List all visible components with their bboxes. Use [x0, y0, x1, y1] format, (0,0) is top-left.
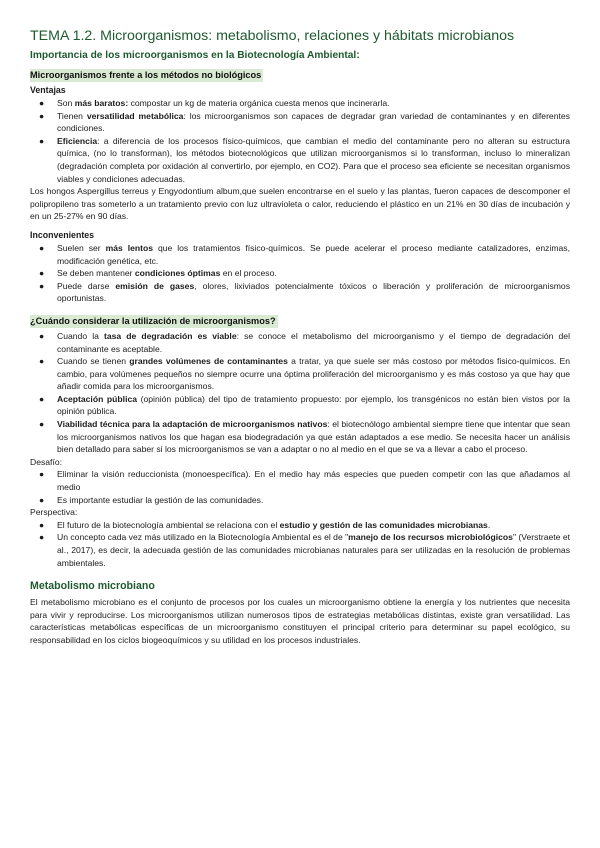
- item-text: Es importante estudiar la gestión de las comunidades.: [57, 494, 264, 505]
- item-text: a tratar, ya que suele ser más costoso por métodos fisico-químicos. En cambio, para volúmenes pequeños no siempre ocurre una óptima proliferación del microorganismo y es más costoso ya que hay que añadir comida para los microorganismos.: [57, 356, 570, 392]
- bullet-icon: ●: [39, 519, 45, 530]
- bullet-icon: ●: [39, 135, 45, 146]
- list-item: [30, 418, 570, 456]
- item-bold-text: tasa de degradación es viable: [103, 330, 237, 341]
- list-item: [30, 280, 570, 305]
- bullet-icon: ●: [39, 268, 45, 279]
- bullet-icon: ●: [39, 532, 45, 543]
- item-bold-text: versatilidad metabólica: [86, 110, 184, 121]
- item-text: Eliminar la visión reduccionista (monoespecífica). En el medio hay más especies que pueden competir con las que añadamos al medio: [57, 469, 570, 493]
- bullet-icon: ●: [39, 494, 45, 505]
- item-bold-text: Eficiencia: [57, 135, 98, 146]
- inconvenientes-list: [30, 242, 570, 305]
- bullet-icon: ●: [39, 356, 45, 367]
- ventajas-label: Ventajas: [30, 85, 66, 95]
- item-text: Suelen ser: [57, 242, 106, 253]
- item-text: Puede darse: [57, 280, 116, 291]
- hongos-paragraph: Los hongos Aspergillus terreus y Engyodontium album,que suelen encontrarse en el suelo y las plantas, fueron capaces de descomponer el polipropileno tras someterlo a un tratamiento previo con luz ultravioleta o calor, reduciendo el plástico en un 21% en 30 días de incubación y en un 25-27% en 90 días.: [30, 186, 570, 222]
- item-text: Tienen: [57, 110, 87, 121]
- bullet-icon: ●: [39, 280, 45, 291]
- frente-heading: Microorganismos frente a los métodos no biológicos: [30, 70, 262, 80]
- item-bold-text: más lentos: [105, 242, 154, 253]
- item-text: : el biotecnólogo ambiental siempre tiene que intentar que sean los microorganismos nativos los que hagan esa biodegradación ya que están adaptados a ese medio. Se necesita hacer un análisis bien detallado para saber si los microorganismos se van a adaptar o no al medio en el que se va a llevar a cabo el proceso.: [57, 419, 570, 455]
- item-bold-text: estudio y gestión de las comunidades microbianas: [279, 519, 488, 530]
- item-text: .: [487, 519, 491, 530]
- document-page: [30, 28, 570, 647]
- item-text: : a diferencia de los procesos físico-químicos, que cambian el medio del contaminante pero no alteran su estructura química, (no lo transforman), los métodos biotecnológicos que utilizan microorganismos si lo transforman, incluso lo mineralizan (degradación completa por oxidación al convertirlo, por ejemplo, en CO2). Para que el proceso sea eficiente se necesitan organismos viables y condiciones adecuadas.: [57, 135, 570, 184]
- metabolismo-heading: Metabolismo microbiano: [30, 580, 155, 593]
- list-item: [30, 135, 570, 185]
- bullet-icon: ●: [39, 110, 45, 121]
- desafio-list: [30, 468, 570, 506]
- importancia-heading: Importancia de los microorganismos en la Biotecnología Ambiental:: [30, 50, 360, 61]
- bullet-icon: ●: [39, 330, 45, 341]
- item-bold-text: Aceptación pública: [57, 393, 138, 404]
- list-item: [30, 242, 570, 267]
- list-item: [30, 330, 570, 355]
- list-item: [30, 393, 570, 418]
- perspectiva-label: Perspectiva:: [30, 507, 78, 518]
- perspectiva-list: [30, 519, 570, 569]
- metabolismo-paragraph: El metabolismo microbiano es el conjunto de procesos por los cuales un microorganismo obtiene la energía y los nutrientes que necesita para vivir y reproducirse. Los microorganismos utilizan numerosos tipos de estrategias metabólicas distintas, existe gran versatilidad. Las características metabólicas específicas de un microorganismo constituyen el principal criterio para determinar su papel ecológico, su responsabilidad en los ciclos biogeoquímicos y su utilidad en los procesos industriales.: [30, 597, 570, 645]
- item-text: compostar un kg de materia orgánica cuesta menos que incinerarla.: [128, 98, 390, 108]
- desafio-label: Desafío:: [30, 456, 63, 467]
- item-bold-text: condiciones óptimas: [134, 268, 221, 279]
- item-text: Se deben mantener: [57, 268, 135, 279]
- page-title: TEMA 1.2. Microorganismos: metabolismo, relaciones y hábitats microbianos: [30, 28, 515, 44]
- list-item: [30, 468, 570, 493]
- list-item: [30, 531, 570, 569]
- bullet-icon: ●: [39, 393, 45, 404]
- list-item: [30, 519, 570, 532]
- item-text: El futuro de la biotecnología ambiental se relaciona con el: [57, 519, 280, 530]
- list-item: [30, 110, 570, 135]
- item-text: , olores, lixiviados potencialmente tóxicos o liberación y proliferación de microorganismos oportunistas.: [57, 280, 570, 304]
- item-text: (opinión pública) del tipo de tratamiento propuesto: por ejemplo, los transgénicos no están bien vistos por la opinión pública.: [57, 393, 570, 417]
- bullet-icon: ●: [39, 419, 45, 430]
- bullet-icon: ●: [39, 98, 45, 108]
- item-text: Cuando se tienen: [57, 356, 130, 367]
- cuando-list: [30, 330, 570, 456]
- item-text: " (Verstraete et al., 2017), es decir, la adecuada gestión de las comunidades microbianas naturales para ser utilizadas en la resolución de problemas ambientales.: [57, 532, 570, 568]
- list-item: [30, 267, 570, 280]
- item-text: Son: [57, 98, 75, 108]
- item-text: Un concepto cada vez más utilizado en la Biotecnología Ambiental es el de ": [57, 532, 349, 543]
- item-bold-text: más baratos:: [74, 98, 129, 108]
- item-bold-text: manejo de los recursos microbiológicos: [348, 532, 513, 543]
- bullet-icon: ●: [39, 469, 45, 480]
- item-bold-text: emisión de gases: [115, 280, 195, 291]
- cuando-heading: ¿Cuándo considerar la utilización de microorganismos?: [30, 315, 276, 326]
- ventajas-list: [30, 97, 570, 185]
- inconvenientes-label: Inconvenientes: [30, 229, 95, 240]
- item-bold-text: grandes volúmenes de contaminantes: [129, 356, 288, 367]
- bullet-icon: ●: [39, 242, 45, 253]
- item-text: : se conoce el metabolismo del microorganismo y el tiempo de degradación del contaminante es aceptable.: [57, 330, 570, 354]
- list-item: [30, 494, 570, 507]
- item-text: : los microorganismos son capaces de degradar gran variedad de contaminantes y en diferentes condiciones.: [57, 110, 570, 134]
- item-bold-text: Viabilidad técnica para la adaptación de microorganismos nativos: [57, 419, 328, 430]
- item-text: que los tratamientos físico-químicos. Se puede acelerar el proceso mediante catalizadores, enzimas, modificación genética, etc.: [57, 242, 570, 266]
- list-item: [30, 355, 570, 393]
- list-item: [30, 97, 570, 110]
- item-text: Cuando la: [57, 330, 104, 341]
- item-text: en el proceso.: [220, 268, 277, 279]
